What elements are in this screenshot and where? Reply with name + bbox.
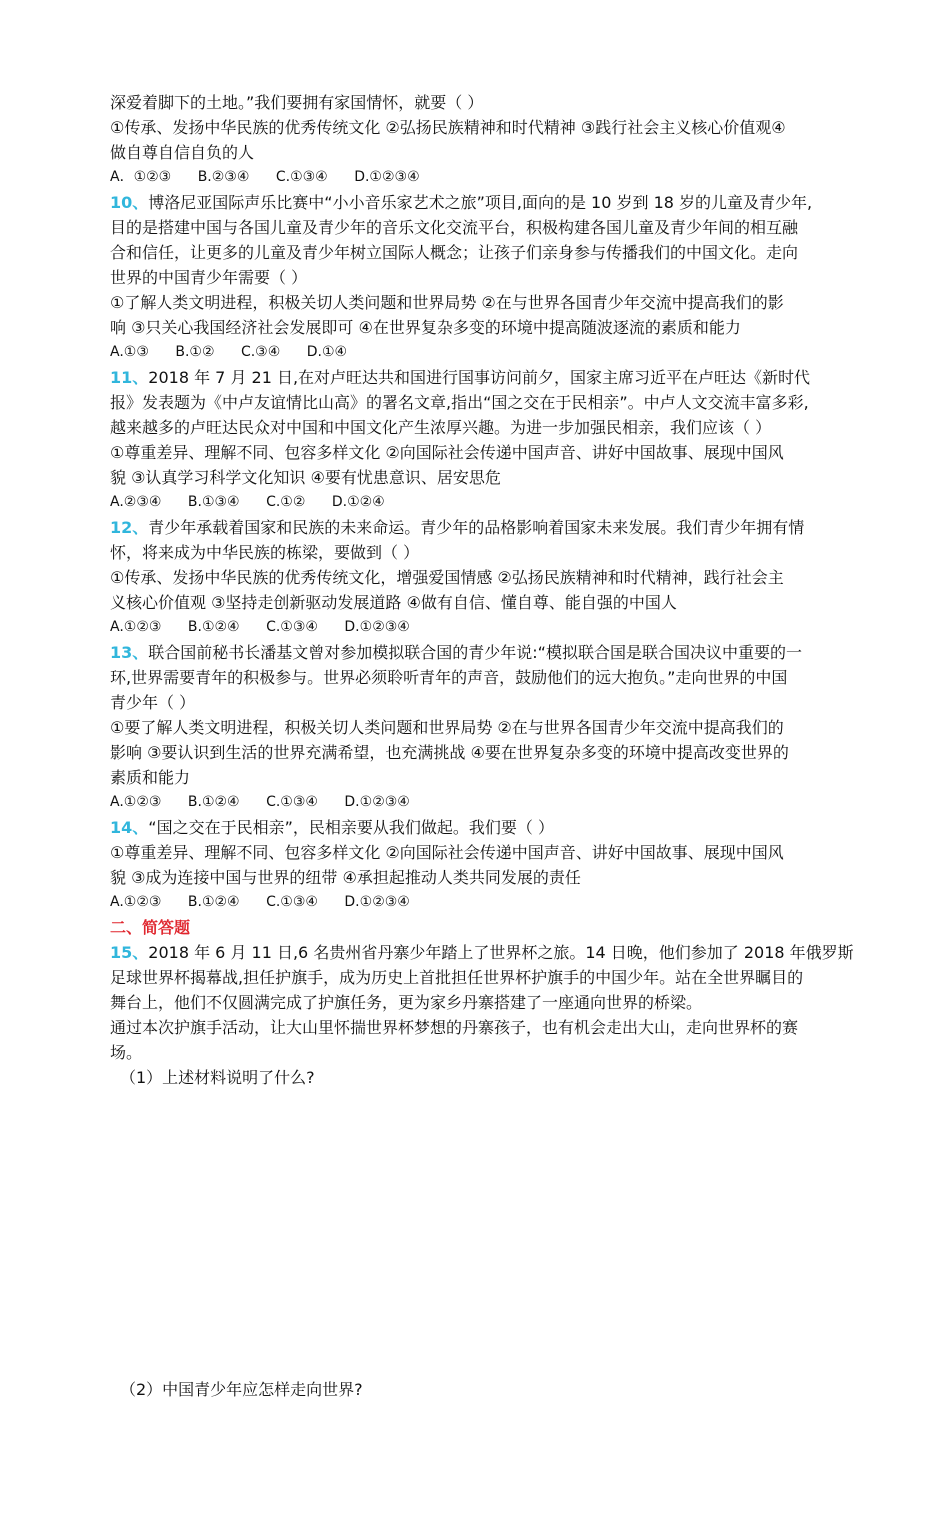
q13-item-line-3: 素质和能力: [110, 768, 191, 787]
q10-stem-line-4: 世界的中国青少年需要（ ）: [110, 268, 308, 287]
q11-option-d[interactable]: D.①②④: [331, 494, 385, 510]
q12-option-c[interactable]: C.①③④: [266, 619, 318, 635]
q10-stem-line-2: 目的是搭建中国与各国儿童及青少年的音乐文化交流平台，积极构建各国儿童及青少年间的相互融: [110, 218, 799, 237]
q12-option-b[interactable]: B.①②④: [187, 619, 240, 635]
q11-option-a[interactable]: A.②③④: [110, 494, 162, 510]
q12-number: 12、: [110, 518, 149, 537]
q10-item-line-1: ①了解人类文明进程，积极关切人类问题和世界局势 ②在与世界各国青少年交流中提高我们的影: [110, 293, 784, 312]
q10-stem-line-3: 合和信任，让更多的儿童及青少年树立国际人概念；让孩子们亲身参与传播我们的中国文化。走向: [110, 243, 799, 262]
q12-item-line-2: 义核心价值观 ③坚持走创新驱动发展道路 ④做有自信、懂自尊、能自强的中国人: [110, 593, 677, 612]
q13-item-line-2: 影响 ③要认识到生活的世界充满希望，也充满挑战 ④要在世界复杂多变的环境中提高改变世界的: [110, 743, 789, 762]
q12-stem-line-1: 12、青少年承载着国家和民族的未来命运。青少年的品格影响着国家未来发展。我们青少年拥有情: [110, 518, 805, 537]
q13-stem-line-2: 环,世界需要青年的积极参与。世界必须聆听青年的声音，鼓励他们的远大抱负。”走向世界的中国: [110, 668, 788, 687]
q15-stem-line-2: 足球世界杯揭幕战,担任护旗手，成为历史上首批担任世界杯护旗手的中国少年。站在全世界瞩目的: [110, 968, 804, 987]
q13-stem-line-1: 13、联合国前秘书长潘基文曾对参加模拟联合国的青少年说:“模拟联合国是联合国决议中重要的一: [110, 643, 802, 662]
q9-stem: 深爱着脚下的土地。”我们要拥有家国情怀，就要（ ）: [110, 93, 484, 112]
q10-option-b[interactable]: B.①②: [175, 344, 215, 360]
q9-option-d[interactable]: D.①②③④: [354, 169, 420, 185]
q14-option-c[interactable]: C.①③④: [266, 894, 318, 910]
q13-option-c[interactable]: C.①③④: [266, 794, 318, 810]
q11-options: [110, 490, 845, 515]
q9-options: [110, 165, 845, 190]
q15-number: 15、: [110, 943, 149, 962]
q15-stem-line-3: 舞台上，他们不仅圆满完成了护旗任务，更为家乡丹寨搭建了一座通向世界的桥梁。: [110, 993, 703, 1012]
q14-option-b[interactable]: B.①②④: [187, 894, 240, 910]
q11-item-line-2: 貌 ③认真学习科学文化知识 ④要有忧患意识、居安思危: [110, 468, 501, 487]
q9-option-b[interactable]: B.②③④: [197, 169, 250, 185]
q11-option-b[interactable]: B.①③④: [187, 494, 240, 510]
answer-space-2[interactable]: [110, 1402, 845, 1522]
q11-option-c[interactable]: C.①②: [266, 494, 306, 510]
q11-number: 11、: [110, 368, 149, 387]
q10-item-line-2: 响 ③只关心我国经济社会发展即可 ④在世界复杂多变的环境中提高随波逐流的素质和能力: [110, 318, 741, 337]
q13-option-d[interactable]: D.①②③④: [344, 794, 410, 810]
q14-stem-line-1: 14、“国之交在于民相亲”，民相亲要从我们做起。我们要（ ）: [110, 818, 554, 837]
q15-subquestion-2: （2）中国青少年应怎样走向世界?: [120, 1380, 363, 1399]
q14-options: [110, 890, 845, 915]
q10-option-c[interactable]: C.③④: [240, 344, 281, 360]
q9-item-line-2: 做自尊自信自负的人: [110, 143, 255, 162]
q13-item-line-1: ①要了解人类文明进程，积极关切人类问题和世界局势 ②在与世界各国青少年交流中提高我们的: [110, 718, 784, 737]
worksheet-content: [110, 90, 854, 1522]
q12-option-d[interactable]: D.①②③④: [344, 619, 410, 635]
q10-option-a[interactable]: A.①③: [110, 344, 149, 360]
q9-option-c[interactable]: C.①③④: [275, 169, 328, 185]
q14-option-a[interactable]: A.①②③: [110, 894, 162, 910]
q15-stem-line-5: 场。: [110, 1043, 143, 1062]
q9-item-line-1: ①传承、发扬中华民族的优秀传统文化 ②弘扬民族精神和时代精神 ③践行社会主义核心价值观④: [110, 118, 786, 137]
q9-option-a[interactable]: A．①②③: [110, 169, 172, 185]
q15-subquestion-1: （1）上述材料说明了什么?: [120, 1068, 315, 1087]
q11-item-line-1: ①尊重差异、理解不同、包容多样文化 ②向国际社会传递中国声音、讲好中国故事、展现中国风: [110, 443, 784, 462]
q14-item-line-1: ①尊重差异、理解不同、包容多样文化 ②向国际社会传递中国声音、讲好中国故事、展现中国风: [110, 843, 784, 862]
q13-number: 13、: [110, 643, 149, 662]
q11-stem-line-1: 11、2018 年 7 月 21 日,在对卢旺达共和国进行国事访问前夕，国家主席习近平在卢旺达《新时代: [110, 368, 811, 387]
q10-option-d[interactable]: D.①④: [306, 344, 348, 360]
q11-stem-line-3: 越来越多的卢旺达民众对中国和中国文化产生浓厚兴趣。为进一步加强民相亲，我们应该（ ）: [110, 418, 772, 437]
q14-option-d[interactable]: D.①②③④: [344, 894, 410, 910]
q11-stem-line-2: 报》发表题为《中卢友谊情比山高》的署名文章,指出“国之交在于民相亲”。中卢人文交流丰富多彩,: [110, 393, 809, 412]
q14-number: 14、: [110, 818, 149, 837]
q13-option-a[interactable]: A.①②③: [110, 794, 162, 810]
q15-stem-line-1: 15、2018 年 6 月 11 日,6 名贵州省丹寨少年踏上了世界杯之旅。14 日晚，他们参加了 2018 年俄罗斯: [110, 943, 854, 962]
q15-stem-line-4: 通过本次护旗手活动，让大山里怀揣世界杯梦想的丹寨孩子，也有机会走出大山，走向世界杯的赛: [110, 1018, 799, 1037]
q12-stem-line-2: 怀，将来成为中华民族的栋梁，要做到（ ）: [110, 543, 420, 562]
q12-options: [110, 615, 845, 640]
q13-option-b[interactable]: B.①②④: [187, 794, 240, 810]
q10-stem-line-1: 10、博洛尼亚国际声乐比赛中“小小音乐家艺术之旅”项目,面向的是 10 岁到 18 岁的儿童及青少年,: [110, 193, 813, 212]
q13-options: [110, 790, 845, 815]
q13-stem-line-3: 青少年（ ）: [110, 693, 196, 712]
q10-options: [110, 340, 845, 365]
q12-option-a[interactable]: A.①②③: [110, 619, 162, 635]
q12-item-line-1: ①传承、发扬中华民族的优秀传统文化，增强爱国情感 ②弘扬民族精神和时代精神，践行社会主: [110, 568, 784, 587]
q14-item-line-2: 貌 ③成为连接中国与世界的纽带 ④承担起推动人类共同发展的责任: [110, 868, 581, 887]
section-heading-short-answer: 二、简答题: [110, 918, 191, 937]
q10-number: 10、: [110, 193, 149, 212]
